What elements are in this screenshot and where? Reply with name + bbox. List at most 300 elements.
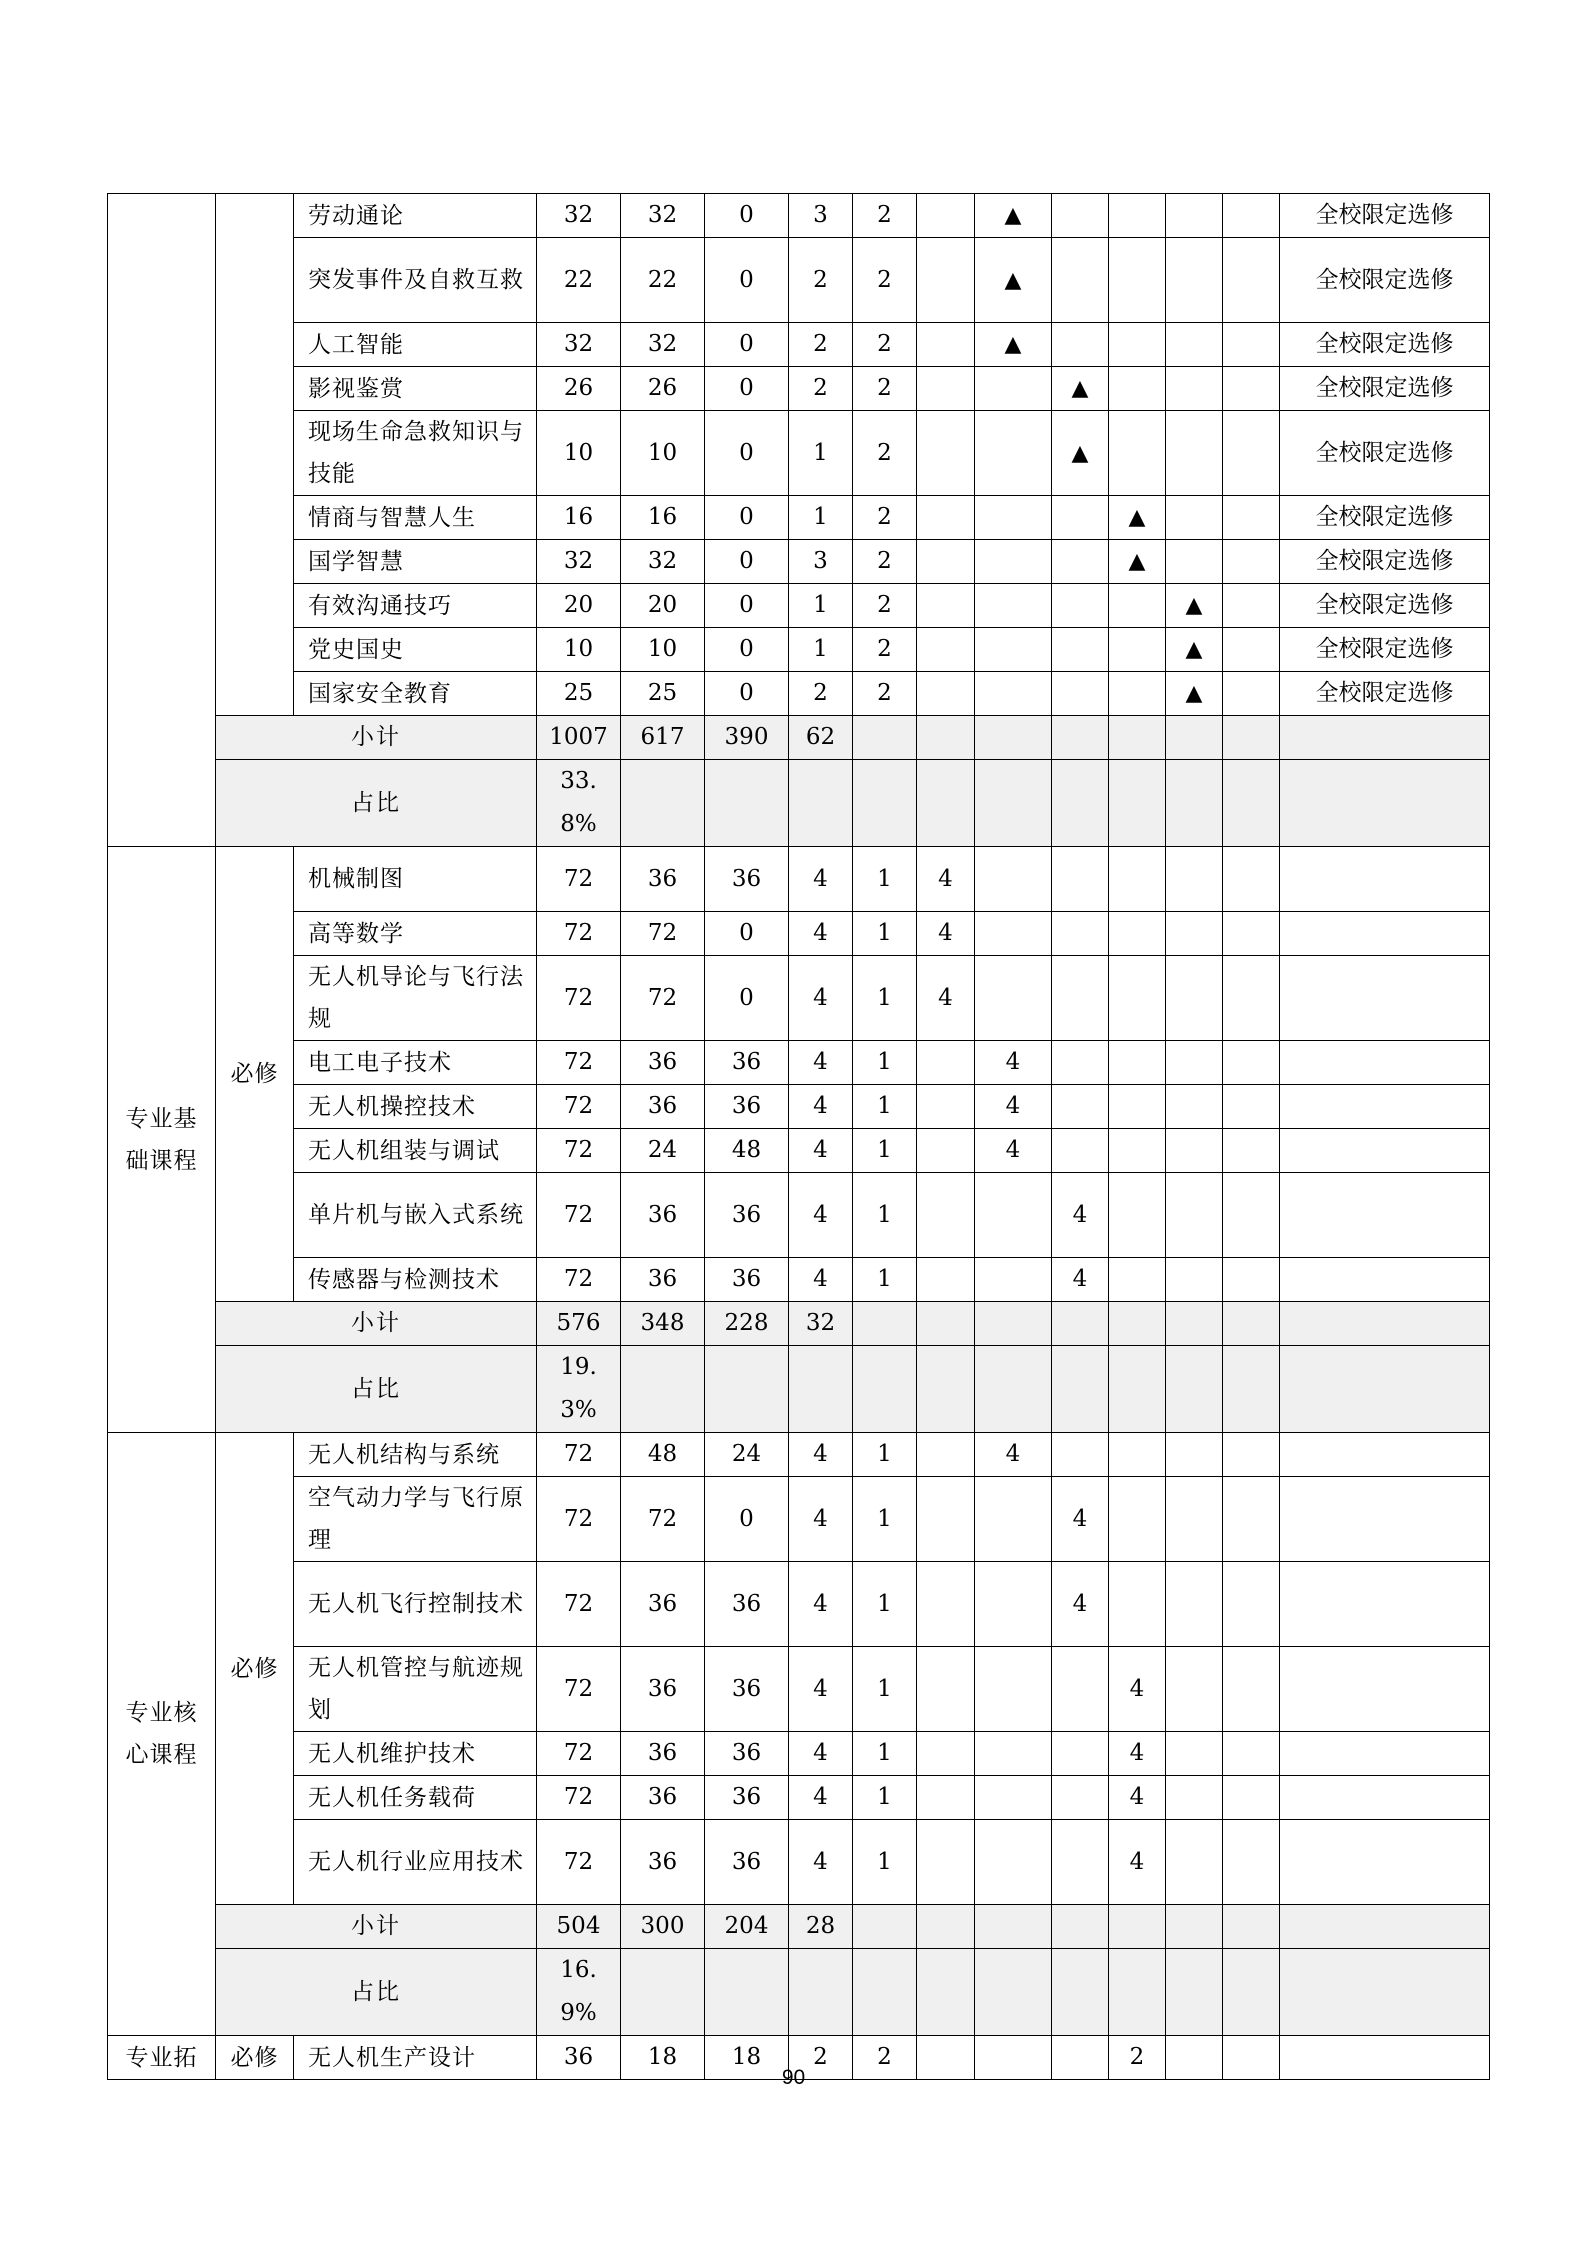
assessment: 1 bbox=[853, 1477, 917, 1562]
course-name: 无人机任务载荷 bbox=[294, 1776, 537, 1820]
table-row bbox=[108, 194, 1490, 238]
remark bbox=[1280, 1258, 1490, 1302]
total-hours: 10 bbox=[537, 628, 621, 672]
practice-hours: 0 bbox=[705, 411, 789, 496]
subtotal-credit: 32 bbox=[789, 1302, 853, 1346]
credit: 1 bbox=[789, 411, 853, 496]
assessment: 1 bbox=[853, 912, 917, 956]
total-hours: 72 bbox=[537, 1258, 621, 1302]
semester-3 bbox=[1052, 323, 1109, 367]
semester-2: 4 bbox=[975, 1433, 1052, 1477]
theory-hours: 36 bbox=[621, 1820, 705, 1905]
semester-4 bbox=[1109, 367, 1166, 411]
semester-1 bbox=[917, 672, 975, 716]
course-name: 传感器与检测技术 bbox=[294, 1258, 537, 1302]
ratio-label: 占比 bbox=[216, 1346, 537, 1433]
theory-hours: 36 bbox=[621, 1732, 705, 1776]
total-hours: 72 bbox=[537, 1477, 621, 1562]
semester-6 bbox=[1223, 1562, 1280, 1647]
semester-3 bbox=[1052, 540, 1109, 584]
semester-6 bbox=[1223, 540, 1280, 584]
semester-4 bbox=[1109, 628, 1166, 672]
subtotal-row bbox=[108, 716, 1490, 760]
subtotal-total: 1007 bbox=[537, 716, 621, 760]
assessment: 1 bbox=[853, 1129, 917, 1173]
credit: 4 bbox=[789, 1477, 853, 1562]
semester-5 bbox=[1166, 1647, 1223, 1732]
table-row bbox=[108, 956, 1490, 1041]
semester-3 bbox=[1052, 628, 1109, 672]
semester-5 bbox=[1166, 1776, 1223, 1820]
course-name: 突发事件及自救互救 bbox=[294, 238, 537, 323]
semester-2 bbox=[975, 847, 1052, 912]
semester-1 bbox=[917, 411, 975, 496]
theory-hours: 36 bbox=[621, 1173, 705, 1258]
total-hours: 72 bbox=[537, 1820, 621, 1905]
table-row bbox=[108, 1085, 1490, 1129]
course-name: 电工电子技术 bbox=[294, 1041, 537, 1085]
semester-5 bbox=[1166, 1173, 1223, 1258]
semester-6 bbox=[1223, 1647, 1280, 1732]
semester-2 bbox=[975, 672, 1052, 716]
semester-3 bbox=[1052, 1732, 1109, 1776]
semester-3 bbox=[1052, 1647, 1109, 1732]
practice-hours: 0 bbox=[705, 628, 789, 672]
assessment: 2 bbox=[853, 411, 917, 496]
course-name: 现场生命急救知识与技能 bbox=[294, 411, 537, 496]
semester-6 bbox=[1223, 672, 1280, 716]
semester-4 bbox=[1109, 956, 1166, 1041]
remark bbox=[1280, 1477, 1490, 1562]
table-row bbox=[108, 1041, 1490, 1085]
semester-6 bbox=[1223, 323, 1280, 367]
credit: 4 bbox=[789, 1562, 853, 1647]
semester-5 bbox=[1166, 323, 1223, 367]
assessment: 1 bbox=[853, 1776, 917, 1820]
total-hours: 20 bbox=[537, 584, 621, 628]
semester-5 bbox=[1166, 1258, 1223, 1302]
semester-6 bbox=[1223, 1258, 1280, 1302]
practice-hours: 36 bbox=[705, 1562, 789, 1647]
semester-6 bbox=[1223, 1129, 1280, 1173]
practice-hours: 0 bbox=[705, 912, 789, 956]
practice-hours: 36 bbox=[705, 1085, 789, 1129]
semester-5 bbox=[1166, 1732, 1223, 1776]
semester-2 bbox=[975, 628, 1052, 672]
remark bbox=[1280, 1647, 1490, 1732]
theory-hours: 25 bbox=[621, 672, 705, 716]
semester-3 bbox=[1052, 1129, 1109, 1173]
semester-3 bbox=[1052, 1041, 1109, 1085]
semester-1: 4 bbox=[917, 956, 975, 1041]
group-label: 专业核心课程 bbox=[125, 1700, 198, 1768]
table-row bbox=[108, 1732, 1490, 1776]
semester-1 bbox=[917, 1776, 975, 1820]
semester-1 bbox=[917, 1562, 975, 1647]
semester-2 bbox=[975, 367, 1052, 411]
credit: 2 bbox=[789, 323, 853, 367]
assessment: 2 bbox=[853, 2036, 917, 2080]
practice-hours: 36 bbox=[705, 847, 789, 912]
practice-hours: 0 bbox=[705, 956, 789, 1041]
semester-2 bbox=[975, 1258, 1052, 1302]
credit: 4 bbox=[789, 1173, 853, 1258]
course-name: 无人机行业应用技术 bbox=[294, 1820, 537, 1905]
practice-hours: 0 bbox=[705, 496, 789, 540]
semester-3 bbox=[1052, 672, 1109, 716]
subtotal-label: 小计 bbox=[216, 1905, 537, 1949]
total-hours: 16 bbox=[537, 496, 621, 540]
semester-3 bbox=[1052, 1820, 1109, 1905]
total-hours: 25 bbox=[537, 672, 621, 716]
semester-5 bbox=[1166, 238, 1223, 323]
total-hours: 72 bbox=[537, 1647, 621, 1732]
ratio-label: 占比 bbox=[216, 1949, 537, 2036]
semester-5 bbox=[1166, 411, 1223, 496]
practice-hours: 0 bbox=[705, 584, 789, 628]
group-cell-major-core bbox=[108, 1433, 216, 2036]
semester-1 bbox=[917, 540, 975, 584]
semester-2 bbox=[975, 1477, 1052, 1562]
credit: 2 bbox=[789, 2036, 853, 2080]
semester-5: ▲ bbox=[1166, 672, 1223, 716]
theory-hours: 36 bbox=[621, 1776, 705, 1820]
semester-3 bbox=[1052, 1776, 1109, 1820]
theory-hours: 20 bbox=[621, 584, 705, 628]
semester-6 bbox=[1223, 1820, 1280, 1905]
remark bbox=[1280, 1820, 1490, 1905]
ratio-label: 占比 bbox=[216, 760, 537, 847]
total-hours: 32 bbox=[537, 540, 621, 584]
table-row bbox=[108, 367, 1490, 411]
semester-5 bbox=[1166, 1129, 1223, 1173]
semester-4 bbox=[1109, 1173, 1166, 1258]
semester-4 bbox=[1109, 584, 1166, 628]
remark bbox=[1280, 1085, 1490, 1129]
table-row bbox=[108, 1433, 1490, 1477]
semester-4 bbox=[1109, 1258, 1166, 1302]
assessment: 1 bbox=[853, 1647, 917, 1732]
semester-5: ▲ bbox=[1166, 628, 1223, 672]
course-name: 无人机管控与航迹规划 bbox=[294, 1647, 537, 1732]
practice-hours: 48 bbox=[705, 1129, 789, 1173]
remark: 全校限定选修 bbox=[1280, 194, 1490, 238]
remark bbox=[1280, 1776, 1490, 1820]
table-row bbox=[108, 672, 1490, 716]
table-row bbox=[108, 1173, 1490, 1258]
total-hours: 26 bbox=[537, 367, 621, 411]
semester-4: 4 bbox=[1109, 1732, 1166, 1776]
credit: 4 bbox=[789, 1041, 853, 1085]
semester-6 bbox=[1223, 367, 1280, 411]
subtotal-theory: 300 bbox=[621, 1905, 705, 1949]
table-row bbox=[108, 1258, 1490, 1302]
remark bbox=[1280, 956, 1490, 1041]
semester-4 bbox=[1109, 411, 1166, 496]
semester-3: 4 bbox=[1052, 1477, 1109, 1562]
theory-hours: 36 bbox=[621, 1258, 705, 1302]
practice-hours: 0 bbox=[705, 672, 789, 716]
semester-4 bbox=[1109, 1562, 1166, 1647]
total-hours: 32 bbox=[537, 323, 621, 367]
subtotal-label: 小计 bbox=[216, 1302, 537, 1346]
page-number: 90 bbox=[781, 2066, 806, 2089]
credit: 4 bbox=[789, 1129, 853, 1173]
semester-1 bbox=[917, 238, 975, 323]
course-name: 劳动通论 bbox=[294, 194, 537, 238]
remark: 全校限定选修 bbox=[1280, 628, 1490, 672]
remark: 全校限定选修 bbox=[1280, 584, 1490, 628]
theory-hours: 72 bbox=[621, 956, 705, 1041]
semester-4 bbox=[1109, 1129, 1166, 1173]
semester-6 bbox=[1223, 1477, 1280, 1562]
semester-1 bbox=[917, 1477, 975, 1562]
practice-hours: 36 bbox=[705, 1258, 789, 1302]
subtotal-row bbox=[108, 1905, 1490, 1949]
course-name: 无人机生产设计 bbox=[294, 2036, 537, 2080]
credit: 3 bbox=[789, 540, 853, 584]
semester-6 bbox=[1223, 1776, 1280, 1820]
credit: 4 bbox=[789, 1820, 853, 1905]
assessment: 1 bbox=[853, 1820, 917, 1905]
total-hours: 72 bbox=[537, 1041, 621, 1085]
table-row bbox=[108, 584, 1490, 628]
semester-1 bbox=[917, 1647, 975, 1732]
semester-3: 4 bbox=[1052, 1562, 1109, 1647]
semester-5: ▲ bbox=[1166, 584, 1223, 628]
practice-hours: 0 bbox=[705, 540, 789, 584]
semester-3 bbox=[1052, 584, 1109, 628]
table-row bbox=[108, 540, 1490, 584]
subtotal-total: 504 bbox=[537, 1905, 621, 1949]
semester-1 bbox=[917, 1041, 975, 1085]
remark bbox=[1280, 1433, 1490, 1477]
total-hours: 36 bbox=[537, 2036, 621, 2080]
credit: 2 bbox=[789, 672, 853, 716]
remark bbox=[1280, 1129, 1490, 1173]
course-name: 无人机操控技术 bbox=[294, 1085, 537, 1129]
group-label: 专业基础课程 bbox=[125, 1105, 198, 1174]
practice-hours: 0 bbox=[705, 238, 789, 323]
subtotal-credit: 28 bbox=[789, 1905, 853, 1949]
semester-5 bbox=[1166, 956, 1223, 1041]
subtotal-practice: 390 bbox=[705, 716, 789, 760]
subtotal-credit: 62 bbox=[789, 716, 853, 760]
ratio-row bbox=[108, 1949, 1490, 2036]
table-row bbox=[108, 411, 1490, 496]
semester-2: 4 bbox=[975, 1129, 1052, 1173]
semester-3 bbox=[1052, 847, 1109, 912]
credit: 2 bbox=[789, 238, 853, 323]
semester-2 bbox=[975, 1173, 1052, 1258]
semester-1 bbox=[917, 194, 975, 238]
semester-1 bbox=[917, 323, 975, 367]
practice-hours: 0 bbox=[705, 323, 789, 367]
semester-6 bbox=[1223, 847, 1280, 912]
remark bbox=[1280, 1173, 1490, 1258]
total-hours: 72 bbox=[537, 1562, 621, 1647]
semester-3 bbox=[1052, 194, 1109, 238]
theory-hours: 10 bbox=[621, 411, 705, 496]
assessment: 2 bbox=[853, 194, 917, 238]
course-name: 国学智慧 bbox=[294, 540, 537, 584]
semester-2: ▲ bbox=[975, 238, 1052, 323]
theory-hours: 10 bbox=[621, 628, 705, 672]
theory-hours: 22 bbox=[621, 238, 705, 323]
semester-6 bbox=[1223, 238, 1280, 323]
practice-hours: 36 bbox=[705, 1820, 789, 1905]
table-row bbox=[108, 323, 1490, 367]
semester-2 bbox=[975, 540, 1052, 584]
semester-2 bbox=[975, 1647, 1052, 1732]
theory-hours: 72 bbox=[621, 912, 705, 956]
semester-5 bbox=[1166, 1041, 1223, 1085]
table-row bbox=[108, 238, 1490, 323]
semester-3 bbox=[1052, 1433, 1109, 1477]
remark: 全校限定选修 bbox=[1280, 323, 1490, 367]
assessment: 2 bbox=[853, 584, 917, 628]
semester-4: 4 bbox=[1109, 1820, 1166, 1905]
theory-hours: 32 bbox=[621, 194, 705, 238]
semester-4 bbox=[1109, 238, 1166, 323]
semester-1 bbox=[917, 1258, 975, 1302]
table-row bbox=[108, 628, 1490, 672]
theory-hours: 48 bbox=[621, 1433, 705, 1477]
credit: 4 bbox=[789, 1258, 853, 1302]
semester-3: ▲ bbox=[1052, 411, 1109, 496]
semester-3 bbox=[1052, 238, 1109, 323]
semester-2 bbox=[975, 584, 1052, 628]
credit: 2 bbox=[789, 367, 853, 411]
semester-5 bbox=[1166, 1085, 1223, 1129]
credit: 4 bbox=[789, 1732, 853, 1776]
subtotal-practice: 228 bbox=[705, 1302, 789, 1346]
credit: 3 bbox=[789, 194, 853, 238]
semester-4 bbox=[1109, 1041, 1166, 1085]
semester-1: 4 bbox=[917, 912, 975, 956]
semester-6 bbox=[1223, 194, 1280, 238]
course-name: 有效沟通技巧 bbox=[294, 584, 537, 628]
semester-2 bbox=[975, 956, 1052, 1041]
semester-1 bbox=[917, 1173, 975, 1258]
theory-hours: 24 bbox=[621, 1129, 705, 1173]
course-name: 机械制图 bbox=[294, 847, 537, 912]
credit: 4 bbox=[789, 912, 853, 956]
semester-5 bbox=[1166, 1433, 1223, 1477]
curriculum-table bbox=[107, 193, 1490, 2080]
table-row bbox=[108, 496, 1490, 540]
table-row bbox=[108, 1776, 1490, 1820]
ratio-value: 19.3% bbox=[537, 1346, 621, 1433]
total-hours: 72 bbox=[537, 1433, 621, 1477]
credit: 1 bbox=[789, 628, 853, 672]
subtotal-practice: 204 bbox=[705, 1905, 789, 1949]
semester-6 bbox=[1223, 1041, 1280, 1085]
credit: 4 bbox=[789, 1647, 853, 1732]
theory-hours: 36 bbox=[621, 847, 705, 912]
course-name: 无人机组装与调试 bbox=[294, 1129, 537, 1173]
semester-6 bbox=[1223, 411, 1280, 496]
semester-6 bbox=[1223, 628, 1280, 672]
semester-4 bbox=[1109, 912, 1166, 956]
semester-2 bbox=[975, 1562, 1052, 1647]
type-cell: 必修 bbox=[216, 2036, 294, 2080]
semester-4: 4 bbox=[1109, 1647, 1166, 1732]
semester-2 bbox=[975, 1732, 1052, 1776]
assessment: 2 bbox=[853, 238, 917, 323]
semester-4 bbox=[1109, 1433, 1166, 1477]
practice-hours: 24 bbox=[705, 1433, 789, 1477]
total-hours: 72 bbox=[537, 847, 621, 912]
semester-5 bbox=[1166, 1820, 1223, 1905]
assessment: 1 bbox=[853, 1085, 917, 1129]
practice-hours: 36 bbox=[705, 1647, 789, 1732]
course-name: 高等数学 bbox=[294, 912, 537, 956]
semester-6 bbox=[1223, 496, 1280, 540]
remark bbox=[1280, 1562, 1490, 1647]
semester-3: 4 bbox=[1052, 1173, 1109, 1258]
semester-2 bbox=[975, 1776, 1052, 1820]
theory-hours: 26 bbox=[621, 367, 705, 411]
credit: 4 bbox=[789, 956, 853, 1041]
semester-4 bbox=[1109, 847, 1166, 912]
semester-6 bbox=[1223, 956, 1280, 1041]
semester-1 bbox=[917, 1732, 975, 1776]
ratio-row bbox=[108, 760, 1490, 847]
course-name: 情商与智慧人生 bbox=[294, 496, 537, 540]
course-name: 单片机与嵌入式系统 bbox=[294, 1173, 537, 1258]
semester-5 bbox=[1166, 1562, 1223, 1647]
semester-4 bbox=[1109, 672, 1166, 716]
remark bbox=[1280, 847, 1490, 912]
subtotal-total: 576 bbox=[537, 1302, 621, 1346]
semester-5 bbox=[1166, 194, 1223, 238]
group-cell-major-basic bbox=[108, 847, 216, 1433]
remark bbox=[1280, 912, 1490, 956]
semester-6 bbox=[1223, 1433, 1280, 1477]
semester-4: 2 bbox=[1109, 2036, 1166, 2080]
semester-2: 4 bbox=[975, 1085, 1052, 1129]
semester-6 bbox=[1223, 584, 1280, 628]
remark: 全校限定选修 bbox=[1280, 238, 1490, 323]
semester-2: 4 bbox=[975, 1041, 1052, 1085]
semester-1 bbox=[917, 1129, 975, 1173]
semester-1 bbox=[917, 496, 975, 540]
table-row bbox=[108, 912, 1490, 956]
total-hours: 10 bbox=[537, 411, 621, 496]
semester-6 bbox=[1223, 1173, 1280, 1258]
semester-3: ▲ bbox=[1052, 367, 1109, 411]
type-cell: 必修 bbox=[216, 1433, 294, 1905]
semester-4: ▲ bbox=[1109, 540, 1166, 584]
assessment: 1 bbox=[853, 1258, 917, 1302]
semester-6 bbox=[1223, 912, 1280, 956]
semester-3 bbox=[1052, 956, 1109, 1041]
practice-hours: 36 bbox=[705, 1732, 789, 1776]
practice-hours: 36 bbox=[705, 1173, 789, 1258]
semester-4 bbox=[1109, 323, 1166, 367]
semester-4 bbox=[1109, 1477, 1166, 1562]
course-name: 党史国史 bbox=[294, 628, 537, 672]
semester-3: 4 bbox=[1052, 1258, 1109, 1302]
semester-6 bbox=[1223, 1085, 1280, 1129]
semester-3 bbox=[1052, 1085, 1109, 1129]
course-name: 无人机导论与飞行法规 bbox=[294, 956, 537, 1041]
subtotal-label: 小计 bbox=[216, 716, 537, 760]
credit: 4 bbox=[789, 1433, 853, 1477]
total-hours: 72 bbox=[537, 956, 621, 1041]
semester-1 bbox=[917, 1085, 975, 1129]
